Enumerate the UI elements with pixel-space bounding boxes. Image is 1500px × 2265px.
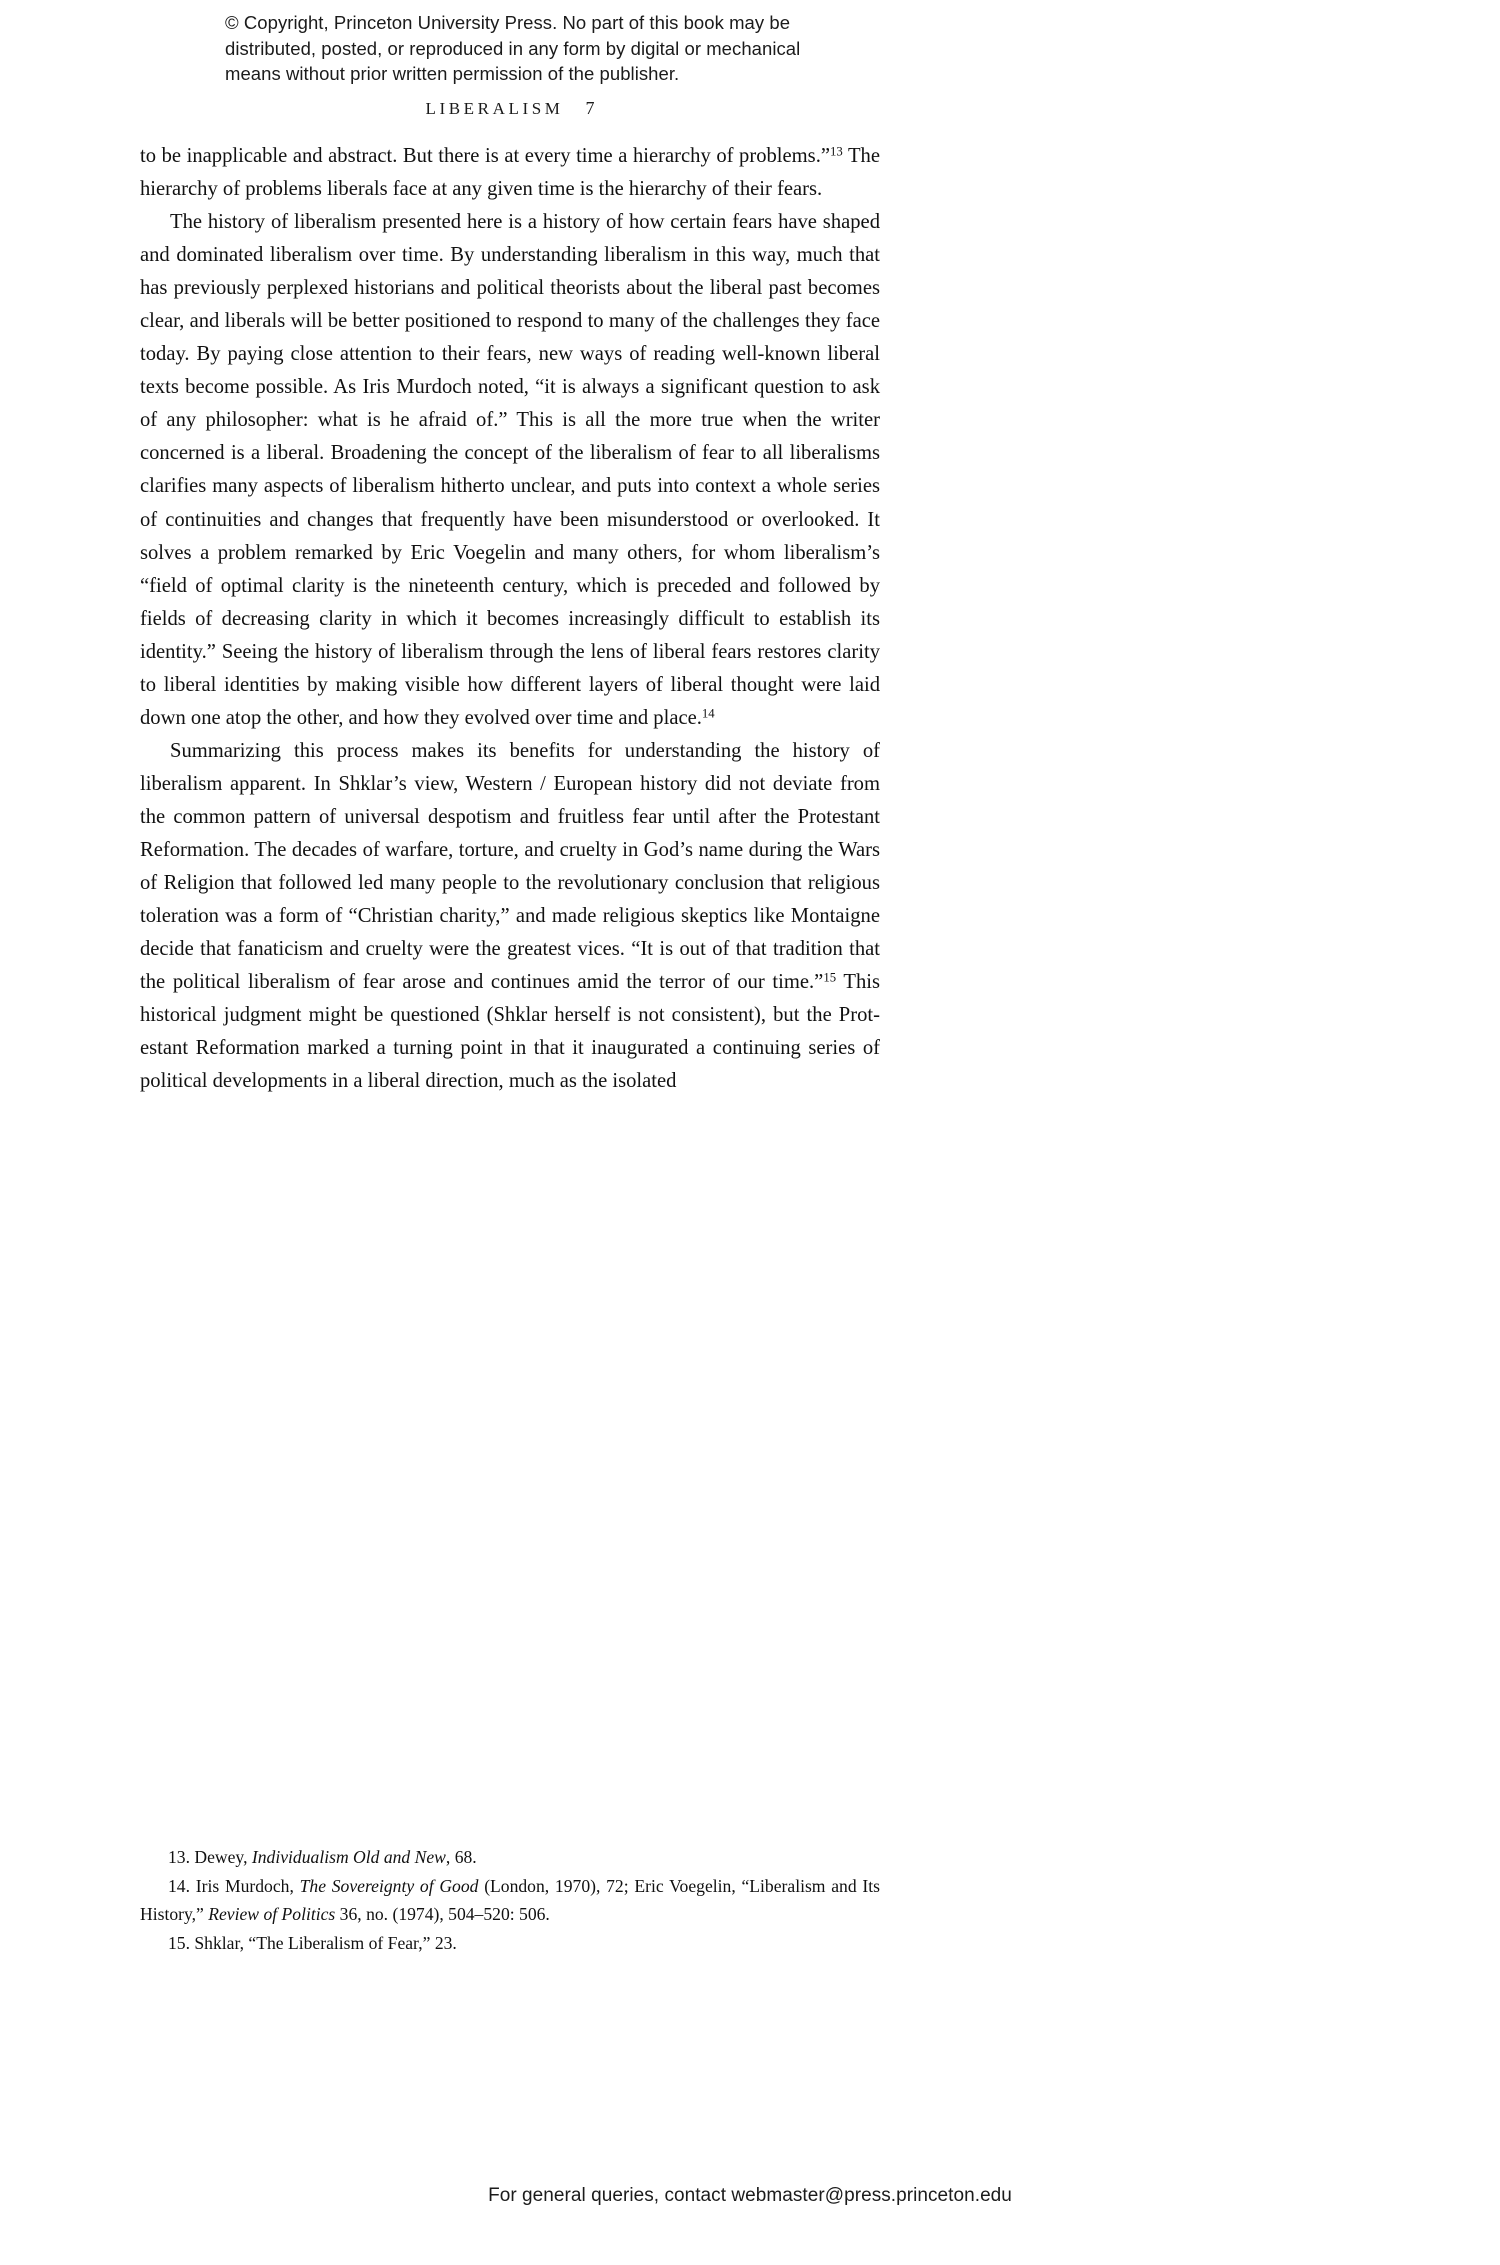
footnote-14-text-after: (London, 1970), 72; Eric Voegelin, “Liberalism and Its History,” [140,1875,880,1924]
footnote-14-number: 14. [168,1875,190,1896]
footnote-13-title: Individualism Old and New [251,1847,446,1867]
paragraph-1-text-b: The hierarchy of problems liberals face at any given time is the hierarchy of their fears. [140,145,880,201]
footnote-13-text-before: Dewey, [190,1847,252,1867]
paragraph-3 [140,735,880,1099]
running-head-title: LIBERALISM [425,99,564,118]
footnote-15 [140,1929,880,1958]
copyright-line-3: means without prior written permission of the publisher. [225,63,680,84]
running-head [140,98,880,119]
copyright-line-1: © Copyright, Princeton University Press. No part of this book may be [225,12,791,33]
footnote-14 [140,1872,880,1929]
footnote-14-text-before: Iris Murdoch, [190,1875,300,1896]
body-text-block [140,140,880,1098]
footnote-15-text: Shklar, “The Liberalism of Fear,” 23. [190,1932,457,1953]
paragraph-continuation [140,140,880,206]
copyright-notice [225,10,925,87]
page-footer: For general queries, contact webmaster@press.princeton.edu [488,2185,1012,2206]
footnote-14-journal: Review of Politics [208,1904,336,1924]
copyright-line-2: distributed, posted, or reproduced in any form by digital or mechanical [225,37,801,59]
paragraph-2-text-a: The history of liberalism presented here is a history of how certain fears have shaped and dominated liberalism over time. By understanding liberalism in this way, much that has previously perplexed historians and political theorists about the liberal past becomes clear, and liberals will be better positioned to respond to many of the challenges they face today. By paying close attention to their fears, new ways of reading well-known liberal texts become possible. As Iris Murdoch noted, “it is always a significant question to ask of any philosopher: what is he afraid of.” This is all the more true when the writer concerned is a liberal. Broadening the concept of the liberalism of fear to all liberalisms clarifies many aspects of liberalism hitherto unclear, and puts into context a whole series of continuities and changes that frequently have been misunderstood or overlooked. It solves a problem remarked by Eric Voegelin and many others, for whom liberalism’s “field of optimal clarity is the nineteenth century, which is preceded and followed by fields of decreasing clarity in which it becomes increasingly difficult to establish its identity.” Seeing the history of liberalism through the lens of liberal fears restores clarity to liberal identities by making visible how different layers of liberal thought were laid down one atop the other, and how they evolved over time and place. [140,211,880,729]
footnote-ref-15[interactable]: 15 [823,970,837,985]
footnotes-block [140,1843,880,1957]
footnote-13 [140,1843,880,1872]
paragraph-3-text-a: Summarizing this process makes its benefits for understanding the history of liberalism apparent. In Shklar’s view, Western / European history did not deviate from the common pattern of universal despotism and fruitless fear until after the Protestant Reformation. The decades of warfare, torture, and cruelty in God’s name during the Wars of Religion that followed led many people to the revolutionary conclusion that religious toleration was a form of “Christian charity,” and made religious skeptics like Montaigne decide that fanaticism and cruelty were the greatest vices. “It is out of that tradition that the political liberalism of fear arose and continues amid the terror of our time.” [140,739,880,994]
paragraph-2 [140,206,880,735]
footnote-ref-13[interactable]: 13 [830,144,843,159]
footnote-14-text-after-2: 36, no. (1974), 504–520: 506. [335,1904,550,1924]
footnote-13-text-after: , 68. [445,1847,477,1867]
footnote-ref-14[interactable]: 14 [701,706,715,721]
footnote-13-number: 13. [168,1847,190,1867]
paragraph-3-text-b: This historical judgment might be questioned (Shklar herself is not consistent), but the Protestant Reformation marked a turning point in that it inaugurated a continuing series of political developments in a liberal direction, much as the isolated [140,971,880,1093]
footnote-14-title: The Sovereignty of Good [299,1875,479,1896]
page-number: 7 [585,98,595,118]
paragraph-1-text-a: to be inapplicable and abstract. But there is at every time a hierarchy of problems.” [140,145,830,167]
footnote-15-number: 15. [168,1932,190,1953]
